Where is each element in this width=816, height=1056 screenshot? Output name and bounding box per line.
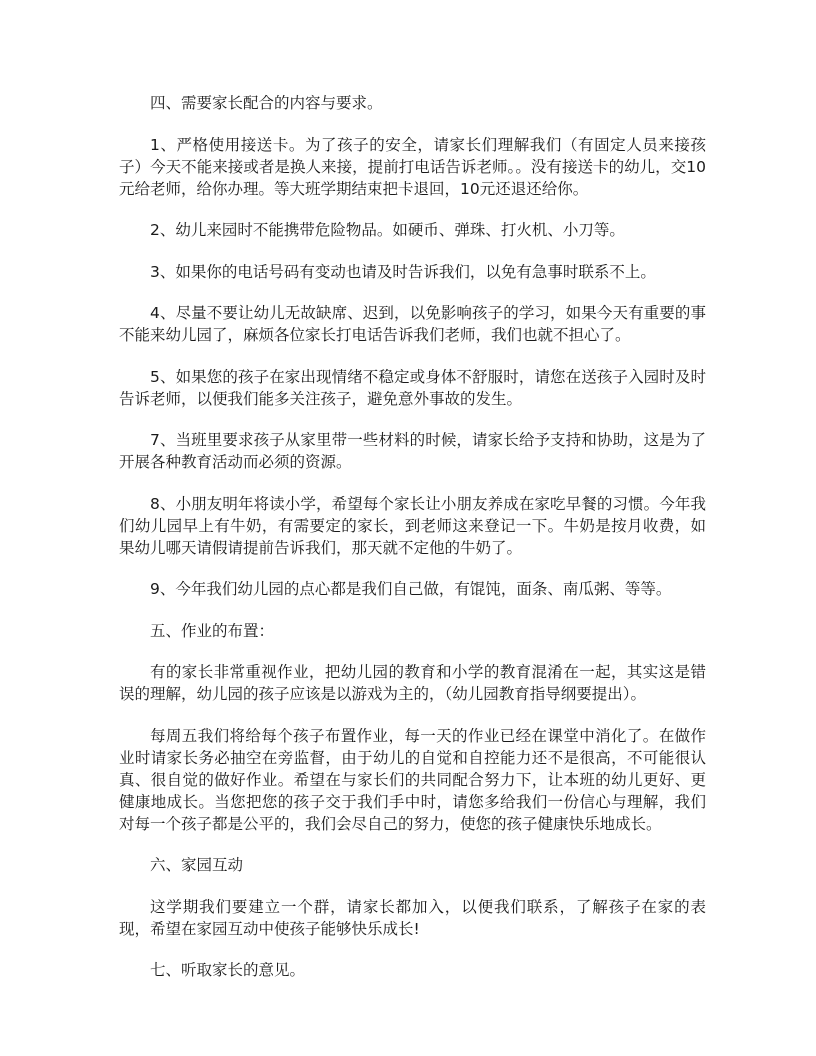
paragraph-breakfast-milk: 8、小朋友明年将读小学，希望每个家长让小朋友养成在家吃早餐的习惯。今年我们幼儿园早上有牛奶，有需要定的家长，到老师这来登记一下。牛奶是按月收费，如果幼儿哪天请假请提前告诉我们，那天就不定他的牛奶了。 — [119, 494, 706, 557]
paragraph-dangerous-items: 2、幼儿来园时不能携带危险物品。如硬币、弹珠、打火机、小刀等。 — [150, 221, 625, 239]
paragraph-health: 5、如果您的孩子在家出现情绪不稳定或身体不舒服时，请您在送孩子入园时及时告诉老师，以便我们能多关注孩子，避免意外事故的发生。 — [119, 367, 706, 408]
section-heading-home-interaction: 六、家园互动 — [150, 856, 244, 874]
paragraph-homework-friday: 每周五我们将给每个孩子布置作业，每一天的作业已经在课堂中消化了。在做作业时请家长务必抽空在旁监督，由于幼儿的自觉和自控能力还不是很高，不可能很认真、很自觉的做好作业。希望在与家长们的共同配合努力下，让本班的幼儿更好、更健康地成长。当您把您的孩子交于我们手中时，请您多给我们一份信心与理解，我们对每一个孩子都是公平的，我们会尽自己的努力，使您的孩子健康快乐地成长。 — [119, 726, 706, 833]
paragraph-group-chat: 这学期我们要建立一个群，请家长都加入，以便我们联系，了解孩子在家的表现，希望在家园互动中使孩子能够快乐成长! — [119, 897, 706, 938]
paragraph-snacks: 9、今年我们幼儿园的点心都是我们自己做，有馄饨，面条、南瓜粥、等等。 — [150, 580, 672, 598]
section-heading-homework: 五、作业的布置： — [150, 621, 275, 640]
paragraph-homework-view: 有的家长非常重视作业，把幼儿园的教育和小学的教育混淆在一起，其实这是错误的理解，幼儿园的孩子应该是以游戏为主的，（幼儿园教育指导纲要提出）。 — [119, 663, 706, 703]
paragraph-absence: 4、尽量不要让幼儿无故缺席、迟到，以免影响孩子的学习，如果今天有重要的事不能来幼儿园了，麻烦各位家长打电话告诉我们老师，我们也就不担心了。 — [119, 304, 706, 344]
section-heading-parent-cooperation: 四、需要家长配合的内容与要求。 — [150, 94, 383, 112]
paragraph-materials: 7、当班里要求孩子从家里带一些材料的时候，请家长给予支持和协助，这是为了开展各种教育活动而必须的资源。 — [119, 431, 706, 471]
paragraph-phone-change: 3、如果你的电话号码有变动也请及时告诉我们，以免有急事时联系不上。 — [150, 262, 656, 281]
paragraph-pickup-card: 1、严格使用接送卡。为了孩子的安全，请家长们理解我们（有固定人员来接孩子）今天不能来接或者是换人来接，提前打电话告诉老师。。没有接送卡的幼儿，交10元给老师，给你办理。等大班学期结束把卡退回，10元还退还给你。 — [119, 135, 706, 198]
section-heading-parent-feedback: 七、听取家长的意见。 — [150, 961, 306, 979]
